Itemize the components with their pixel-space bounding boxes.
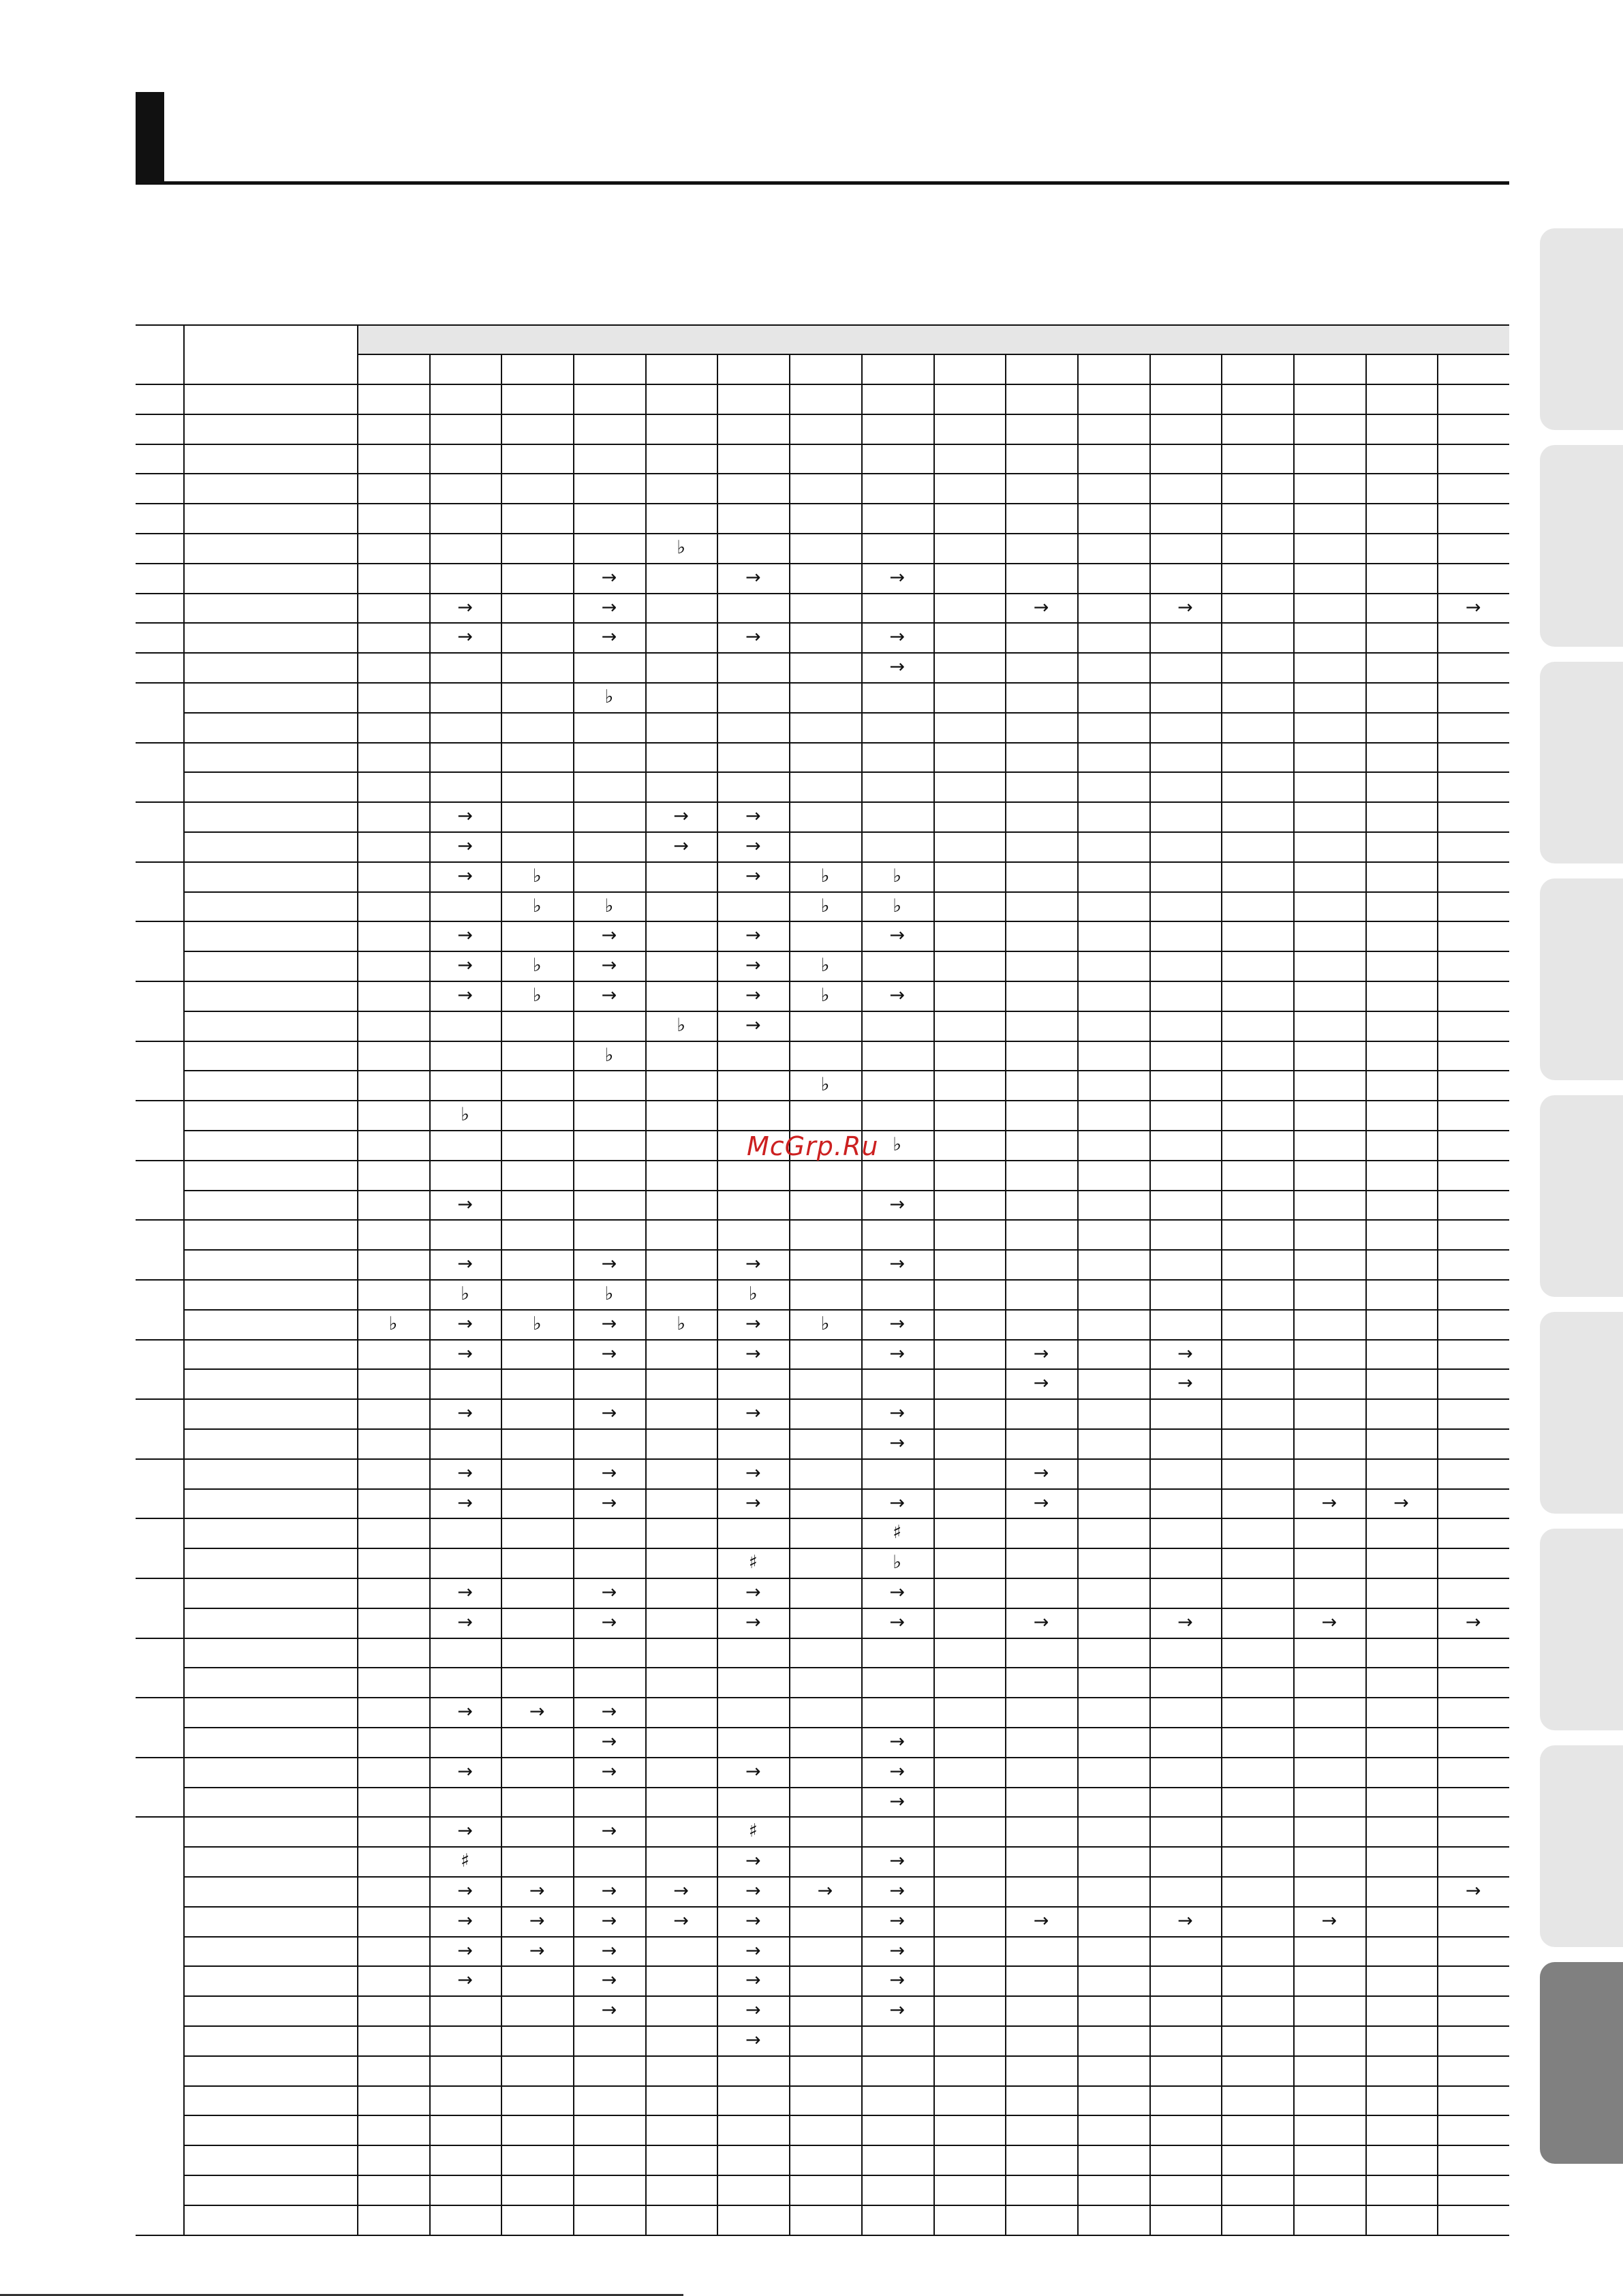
arrow-mark: →	[457, 1193, 473, 1215]
arrow-mark: →	[889, 1760, 905, 1782]
flat-mark: ♭	[677, 1014, 685, 1036]
sharp-mark: ♯	[748, 1552, 758, 1574]
arrow-mark: →	[601, 1701, 617, 1723]
flat-mark: ♭	[820, 1313, 830, 1334]
flat-mark: ♭	[604, 1283, 614, 1304]
arrow-mark: →	[601, 566, 617, 588]
arrow-mark: →	[601, 1940, 617, 1961]
arrow-mark: →	[889, 1850, 905, 1872]
row-rule	[136, 1518, 1509, 1519]
arrow-mark: →	[601, 1492, 617, 1514]
arrow-mark: →	[745, 1880, 761, 1901]
arrow-mark: →	[457, 596, 473, 618]
arrow-mark: →	[745, 2000, 761, 2021]
flat-mark: ♭	[532, 984, 542, 1006]
arrow-mark: →	[1033, 1492, 1049, 1514]
flat-mark: ♭	[532, 895, 542, 917]
row-rule	[183, 2055, 1509, 2057]
row-rule	[136, 1339, 1509, 1341]
row-rule	[183, 2175, 1509, 2176]
flat-mark: ♭	[820, 984, 830, 1006]
arrow-mark: →	[1033, 1910, 1049, 1931]
col-rule	[1365, 354, 1367, 2235]
row-rule	[136, 1578, 1509, 1579]
row-rule	[183, 2085, 1509, 2087]
row-rule	[183, 1936, 1509, 1938]
row-rule	[136, 981, 1509, 982]
row-rule	[136, 503, 1509, 504]
arrow-mark: →	[601, 626, 617, 648]
arrow-mark: →	[745, 1403, 761, 1424]
arrow-mark: →	[889, 925, 905, 947]
arrow-mark: →	[601, 1611, 617, 1633]
arrow-mark: →	[457, 1701, 473, 1723]
row-rule	[136, 414, 1509, 415]
row-rule	[183, 1249, 1509, 1251]
flat-mark: ♭	[893, 1552, 902, 1574]
arrow-mark: →	[601, 1403, 617, 1424]
side-tab-8[interactable]	[1540, 1745, 1623, 1947]
arrow-mark: →	[457, 1970, 473, 1991]
arrow-mark: →	[1465, 1611, 1481, 1633]
col-rule	[1293, 354, 1295, 2235]
side-tab-1[interactable]	[1540, 228, 1623, 430]
row-rule	[183, 1906, 1509, 1908]
flat-mark: ♭	[893, 1133, 902, 1155]
arrow-mark: →	[673, 835, 689, 857]
arrow-mark: →	[817, 1880, 833, 1901]
col-rule	[1005, 354, 1006, 2235]
row-rule	[183, 1011, 1509, 1012]
arrow-mark: →	[457, 865, 473, 887]
row-rule	[136, 921, 1509, 922]
arrow-mark: →	[673, 1910, 689, 1931]
flat-mark: ♭	[893, 865, 902, 887]
row-rule	[183, 1787, 1509, 1788]
arrow-mark: →	[889, 1403, 905, 1424]
arrow-mark: →	[601, 1910, 617, 1931]
arrow-mark: →	[457, 626, 473, 648]
flat-mark: ♭	[532, 955, 542, 977]
arrow-mark: →	[1033, 1611, 1049, 1633]
row-rule	[136, 1041, 1509, 1042]
flat-mark: ♭	[677, 1313, 685, 1334]
col-rule	[1077, 354, 1079, 2235]
flat-mark: ♭	[748, 1283, 758, 1304]
arrow-mark: →	[457, 835, 473, 857]
sharp-mark: ♯	[893, 1522, 902, 1544]
arrow-mark: →	[1177, 1611, 1193, 1633]
arrow-mark: →	[745, 1850, 761, 1872]
flat-mark: ♭	[604, 686, 614, 707]
row-rule	[136, 1458, 1509, 1460]
row-rule	[136, 652, 1509, 654]
arrow-mark: →	[889, 1940, 905, 1961]
arrow-mark: →	[745, 1611, 761, 1633]
flat-mark: ♭	[677, 536, 685, 558]
row-rule	[183, 1846, 1509, 1848]
arrow-mark: →	[457, 955, 473, 977]
arrow-mark: →	[1177, 596, 1193, 618]
arrow-mark: →	[745, 1492, 761, 1514]
arrow-mark: →	[889, 1253, 905, 1275]
row-rule	[183, 831, 1509, 833]
arrow-mark: →	[745, 925, 761, 947]
flat-mark: ♭	[532, 865, 542, 887]
flat-mark: ♭	[461, 1104, 469, 1126]
flat-mark: ♭	[820, 955, 830, 977]
row-rule	[183, 1548, 1509, 1549]
arrow-mark: →	[601, 1880, 617, 1901]
table-bottom-rule	[136, 2235, 1509, 2236]
section-rule	[136, 181, 1509, 185]
arrow-mark: →	[457, 1760, 473, 1782]
side-tab-5[interactable]	[1540, 1095, 1623, 1297]
flat-mark: ♭	[461, 1283, 469, 1304]
arrow-mark: →	[745, 865, 761, 887]
arrow-mark: →	[1033, 1462, 1049, 1484]
arrow-mark: →	[457, 1880, 473, 1901]
flat-mark: ♭	[604, 1044, 614, 1066]
row-rule	[136, 1757, 1509, 1758]
arrow-mark: →	[889, 566, 905, 588]
row-rule	[183, 1488, 1509, 1490]
arrow-mark: →	[745, 835, 761, 857]
table-top-rule	[136, 324, 1509, 326]
row-rule	[183, 2115, 1509, 2116]
arrow-mark: →	[601, 596, 617, 618]
row-rule	[183, 1608, 1509, 1609]
arrow-mark: →	[889, 1193, 905, 1215]
arrow-mark: →	[745, 984, 761, 1006]
arrow-mark: →	[601, 925, 617, 947]
arrow-mark: →	[601, 1313, 617, 1334]
arrow-mark: →	[1321, 1910, 1338, 1931]
arrow-mark: →	[745, 1970, 761, 1991]
arrow-mark: →	[529, 1940, 545, 1961]
flat-mark: ♭	[820, 1074, 830, 1096]
arrow-mark: →	[529, 1880, 545, 1901]
arrow-mark: →	[1393, 1492, 1409, 1514]
arrow-mark: →	[889, 1880, 905, 1901]
side-tab-9[interactable]	[1540, 1962, 1623, 2164]
row-rule	[136, 563, 1509, 564]
sharp-mark: ♯	[748, 1820, 758, 1842]
arrow-mark: →	[745, 1940, 761, 1961]
arrow-mark: →	[745, 1313, 761, 1334]
row-rule	[136, 1398, 1509, 1400]
row-rule	[183, 1428, 1509, 1430]
flat-mark: ♭	[532, 1313, 542, 1334]
row-rule	[136, 1816, 1509, 1818]
arrow-mark: →	[889, 1910, 905, 1931]
arrow-mark: →	[1177, 1373, 1193, 1394]
row-rule	[183, 2205, 1509, 2206]
arrow-mark: →	[889, 1343, 905, 1364]
arrow-mark: →	[601, 1820, 617, 1842]
arrow-mark: →	[457, 806, 473, 827]
arrow-mark: →	[889, 626, 905, 648]
row-rule	[183, 1190, 1509, 1191]
arrow-mark: →	[1465, 596, 1481, 618]
arrow-mark: →	[457, 1910, 473, 1931]
flat-mark: ♭	[893, 895, 902, 917]
arrow-mark: →	[745, 1910, 761, 1931]
arrow-mark: →	[1033, 596, 1049, 618]
arrow-mark: →	[745, 955, 761, 977]
arrow-mark: →	[457, 1492, 473, 1514]
arrow-mark: →	[889, 1611, 905, 1633]
flat-mark: ♭	[820, 895, 830, 917]
arrow-mark: →	[601, 1760, 617, 1782]
row-rule	[183, 1667, 1509, 1668]
arrow-mark: →	[889, 2000, 905, 2021]
row-rule	[183, 1965, 1509, 1967]
section-marker	[136, 92, 164, 184]
arrow-mark: →	[601, 2000, 617, 2021]
col-rule	[645, 354, 647, 2235]
row-rule	[136, 861, 1509, 863]
row-rule	[183, 771, 1509, 773]
col-rule	[357, 324, 358, 2235]
arrow-mark: →	[889, 1492, 905, 1514]
side-tab-7[interactable]	[1540, 1529, 1623, 1730]
col-rule	[933, 354, 935, 2235]
arrow-mark: →	[889, 1313, 905, 1334]
arrow-mark: →	[889, 1581, 905, 1603]
arrow-mark: →	[745, 1581, 761, 1603]
arrow-mark: →	[889, 1970, 905, 1991]
chord-table	[136, 324, 1509, 2124]
watermark: McGrp.Ru	[747, 1131, 879, 1161]
side-tab-4[interactable]	[1540, 878, 1623, 1080]
arrow-mark: →	[745, 1343, 761, 1364]
row-rule	[136, 473, 1509, 474]
arrow-mark: →	[889, 656, 905, 678]
arrow-mark: →	[457, 1313, 473, 1334]
flat-mark: ♭	[604, 895, 614, 917]
arrow-mark: →	[889, 1790, 905, 1812]
row-rule	[183, 712, 1509, 714]
arrow-mark: →	[601, 1343, 617, 1364]
arrow-mark: →	[457, 1253, 473, 1275]
row-rule	[136, 682, 1509, 684]
arrow-mark: →	[1033, 1343, 1049, 1364]
arrow-mark: →	[745, 2029, 761, 2051]
col-rule	[789, 354, 790, 2235]
side-tab-6[interactable]	[1540, 1312, 1623, 1514]
row-rule	[136, 444, 1509, 445]
arrow-mark: →	[601, 1730, 617, 1752]
arrow-mark: →	[673, 806, 689, 827]
row-rule	[183, 1070, 1509, 1071]
row-rule	[136, 801, 1509, 803]
col-rule	[1149, 354, 1151, 2235]
row-rule	[183, 951, 1509, 952]
header-bottom-rule	[136, 384, 1509, 385]
arrow-mark: →	[745, 1462, 761, 1484]
arrow-mark: →	[457, 1940, 473, 1961]
col-rule	[183, 324, 185, 2235]
row-rule	[136, 1279, 1509, 1281]
row-rule	[136, 1697, 1509, 1698]
row-rule	[183, 1995, 1509, 1997]
arrow-mark: →	[601, 1462, 617, 1484]
arrow-mark: →	[601, 1253, 617, 1275]
arrow-mark: →	[745, 806, 761, 827]
row-rule	[136, 742, 1509, 744]
arrow-mark: →	[457, 1820, 473, 1842]
arrow-mark: →	[601, 984, 617, 1006]
side-tab-3[interactable]	[1540, 662, 1623, 863]
arrow-mark: →	[1177, 1343, 1193, 1364]
arrow-mark: →	[745, 626, 761, 648]
header-band	[357, 324, 1509, 354]
row-rule	[136, 533, 1509, 534]
arrow-mark: →	[1321, 1611, 1338, 1633]
arrow-mark: →	[529, 1910, 545, 1931]
arrow-mark: →	[601, 1581, 617, 1603]
arrow-mark: →	[457, 925, 473, 947]
arrow-mark: →	[529, 1701, 545, 1723]
row-rule	[136, 1219, 1509, 1221]
arrow-mark: →	[889, 1432, 905, 1454]
arrow-mark: →	[457, 984, 473, 1006]
row-rule	[183, 1876, 1509, 1878]
arrow-mark: →	[457, 1403, 473, 1424]
arrow-mark: →	[457, 1462, 473, 1484]
col-rule	[1221, 354, 1222, 2235]
arrow-mark: →	[1177, 1910, 1193, 1931]
sharp-mark: ♯	[460, 1850, 470, 1872]
arrow-mark: →	[457, 1611, 473, 1633]
row-rule	[136, 593, 1509, 594]
flat-mark: ♭	[820, 865, 830, 887]
arrow-mark: →	[745, 1253, 761, 1275]
row-rule	[136, 622, 1509, 624]
arrow-mark: →	[1465, 1880, 1481, 1901]
arrow-mark: →	[457, 1581, 473, 1603]
arrow-mark: →	[745, 566, 761, 588]
row-rule	[183, 1368, 1509, 1370]
row-rule	[183, 891, 1509, 893]
arrow-mark: →	[1033, 1373, 1049, 1394]
row-rule	[183, 1727, 1509, 1728]
arrow-mark: →	[601, 1970, 617, 1991]
arrow-mark: →	[1321, 1492, 1338, 1514]
row-rule	[136, 1100, 1509, 1101]
row-rule	[136, 1638, 1509, 1639]
row-rule	[183, 2145, 1509, 2146]
arrow-mark: →	[889, 984, 905, 1006]
arrow-mark: →	[457, 1343, 473, 1364]
arrow-mark: →	[673, 1880, 689, 1901]
side-tab-2[interactable]	[1540, 445, 1623, 647]
flat-mark: ♭	[388, 1313, 398, 1334]
arrow-mark: →	[889, 1730, 905, 1752]
arrow-mark: →	[601, 955, 617, 977]
row-rule	[183, 1309, 1509, 1311]
arrow-mark: →	[745, 1760, 761, 1782]
col-rule	[1437, 354, 1438, 2235]
arrow-mark: →	[745, 1014, 761, 1036]
row-rule	[183, 2025, 1509, 2027]
